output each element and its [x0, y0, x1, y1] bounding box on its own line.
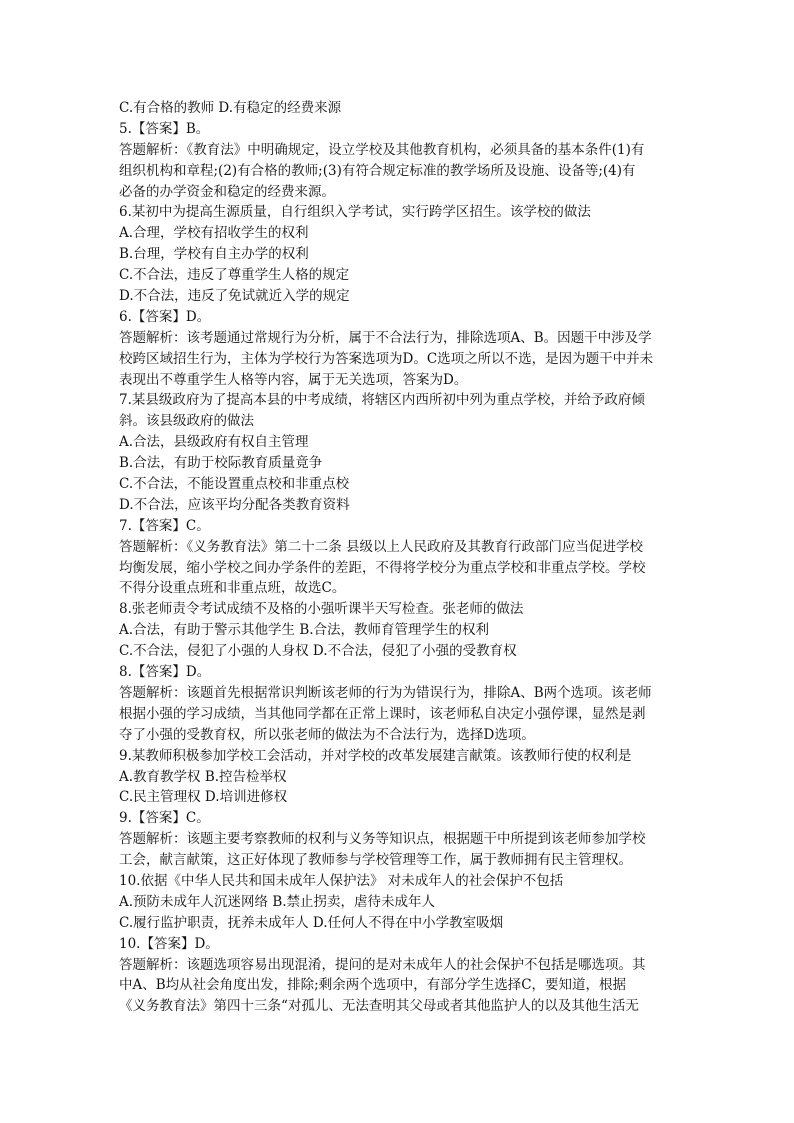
text-line: 6.【答案】D。: [119, 308, 211, 325]
text-line: A.合法，有助于警示其他学生 B.合法，教师育管理学生的权利: [119, 622, 490, 639]
text-line: 中A、B均从社会角度出发，排除;剩余两个选项中，有部分学生选择C，要知道，根据: [119, 977, 627, 994]
text-line: 答题解析：《义务教育法》第二十二条 县级以上人民政府及其教育行政部门应当促进学校: [119, 538, 644, 555]
text-line: 答题解析：该题选项容易出现混淆，提问的是对未成年人的社会保护不包括是哪选项。其: [119, 956, 646, 973]
text-line: 7.【答案】C。: [119, 517, 210, 534]
text-line: A.合理，学校有招收学生的权利: [119, 225, 309, 242]
text-line: 斜。该县级政府的做法: [119, 413, 254, 430]
text-line: A.教育教学权 B.控告检举权: [119, 768, 287, 785]
text-line: 必备的办学资金和稳定的经费来源。: [119, 183, 335, 200]
text-line: 答题解析：该题首先根据常识判断该老师的行为为错误行为，排除A、B两个选项。该老师: [119, 684, 652, 701]
text-line: 不得分设重点班和非重点班，故选C。: [119, 580, 346, 597]
text-line: 均衡发展，缩小学校之间办学条件的差距，不得将学校分为重点学校和非重点学校。学校: [119, 559, 646, 576]
text-line: 答题解析：《教育法》中明确规定，设立学校及其他教育机构，必须具备的基本条件(1)有: [119, 141, 645, 158]
text-line: D.不合法，违反了免试就近入学的规定: [119, 288, 350, 305]
text-line: 8.【答案】D。: [119, 664, 211, 681]
text-line: C.不合法，不能设置重点校和非重点校: [119, 476, 350, 493]
text-line: 表现出不尊重学生人格等内容，属于无关选项，答案为D。: [119, 371, 468, 388]
text-line: C.有合格的教师 D.有稳定的经费来源: [119, 100, 342, 116]
text-line: B.合法，有助于校际教育质量竟争: [119, 455, 323, 472]
text-line: 5.【答案】B。: [119, 120, 210, 137]
text-line: C.不合法，违反了尊重学生人格的规定: [119, 267, 350, 284]
text-line: 校跨区域招生行为，主体为学校行为答案选项为D。C选项之所以不选，是因为题干中并未: [119, 350, 654, 367]
text-line: 6.某初中为提高生源质量，自行组织入学考试，实行跨学区招生。该学校的做法: [119, 204, 591, 221]
text-line: 10.【答案】D。: [119, 935, 219, 952]
text-line: C.民主管理权 D.培训进修权: [119, 789, 288, 806]
text-line: C.不合法，侵犯了小强的人身权 D.不合法，侵犯了小强的受教育权: [119, 643, 517, 660]
text-line: 《义务教育法》第四十三条“对孤儿、无法查明其父母或者其他监护人的以及其他生活无: [119, 998, 639, 1015]
text-line: 夺了小强的受教育权，所以张老师的做法为不合法行为，选择D选项。: [119, 726, 535, 743]
text-line: 10.依据《中华人民共和国未成年人保护法》 对未成年人的社会保护不包括: [119, 872, 564, 889]
text-line: 7.某县级政府为了提高本县的中考成绩，将辖区内西所初中列为重点学校，并给予政府倾: [119, 392, 645, 409]
text-line: 9.【答案】C。: [119, 810, 210, 827]
text-line: 根据小强的学习成绩，当其他同学都在正常上课时，该老师私自决定小强停课，显然是剥: [119, 705, 646, 722]
text-line: C.履行监护职责，抚养未成年人 D.任何人不得在中小学教室吸烟: [119, 914, 504, 931]
text-line: 8.张老师责令考试成绩不及格的小强听课半天写检查。张老师的做法: [119, 601, 524, 618]
text-line: 答题解析：该题主要考察教师的权利与义务等知识点，根据题干中所提到该老师参加学校: [119, 831, 646, 848]
document-body: [119, 98, 679, 1017]
text-line: B.台理，学校有自主办学的权利: [119, 246, 309, 263]
text-line: 工会，献言献策，这正好体现了教师参与学校管理等工作，属于教师拥有民主管理权。: [119, 852, 632, 869]
text-line: 组织机构和章程;(2)有合格的教师;(3)有符合规定标准的教学场所及设施、设备等;(4)有: [119, 162, 636, 179]
text-line: D.不合法，应该平均分配各类教育资料: [119, 496, 350, 513]
text-line: 答题解析：该考题通过常规行为分析，属于不合法行为，排除选项A、B。因题干中涉及学: [119, 329, 652, 346]
text-line: A.预防未成年人沉迷网络 B.禁止拐卖，虐待未成年人: [119, 893, 436, 910]
text-line: A.合法，县级政府有权自主管理: [119, 434, 309, 451]
text-line: 9.某教师积极参加学校工会活动，并对学校的改革发展建言献策。该教师行使的权利是: [119, 747, 632, 764]
